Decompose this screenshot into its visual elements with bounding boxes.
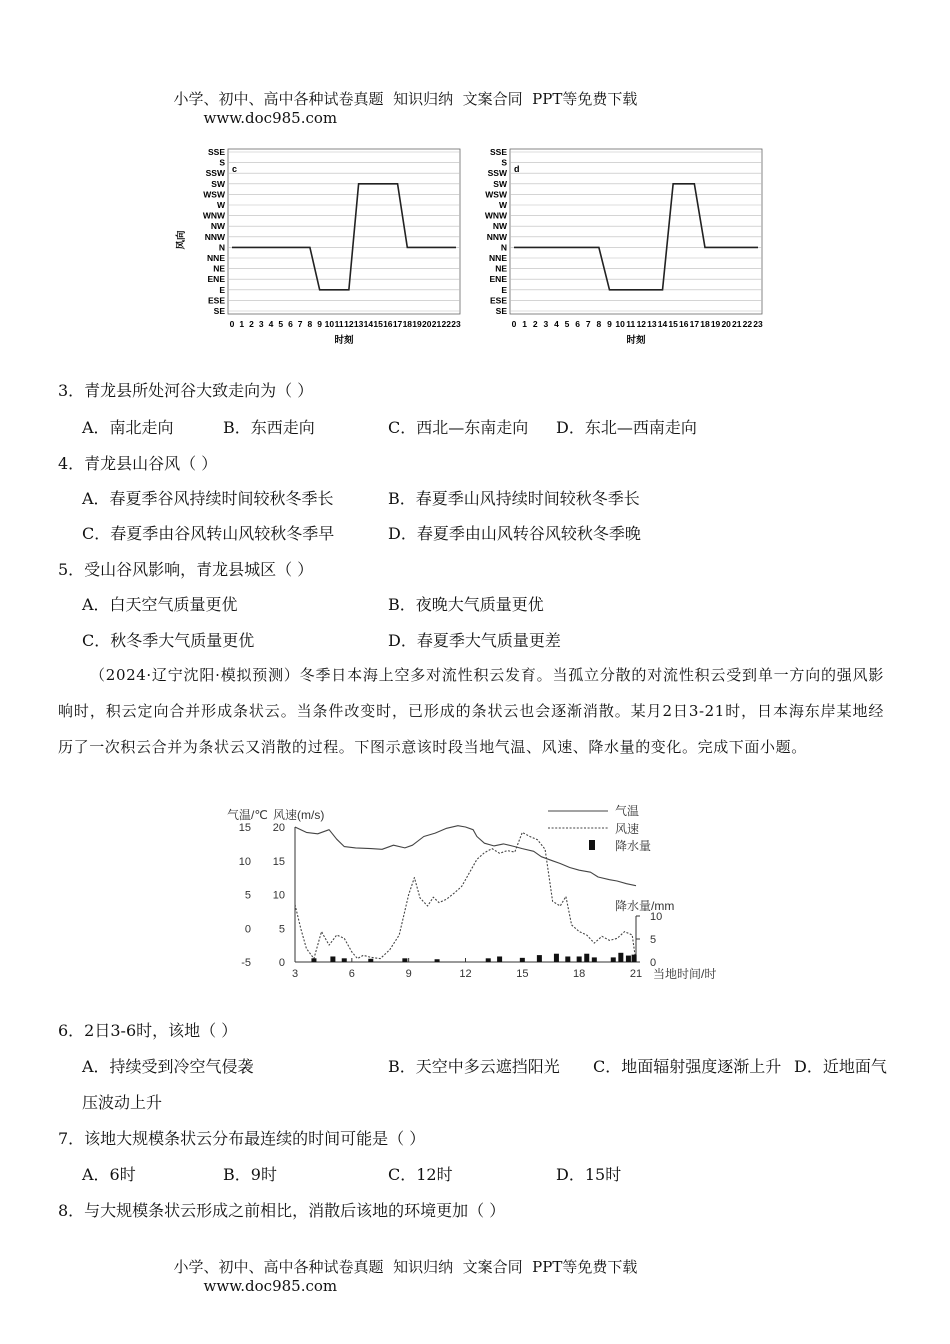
page-header bbox=[164, 70, 637, 127]
wind-chart-d-xtick: 16 bbox=[679, 319, 689, 329]
precip-bar bbox=[486, 958, 491, 962]
precip-bar bbox=[402, 958, 407, 962]
question-4-option-c: C．春夏季由谷风转山风较秋冬季早 bbox=[82, 524, 335, 543]
question-4-option-a: A．春夏季谷风持续时间较秋冬季长 bbox=[82, 489, 334, 508]
wind-chart-d-ytick: SSW bbox=[487, 168, 507, 179]
wind-chart-c-xtick: 0 bbox=[229, 319, 235, 329]
wind-chart-c-ytick: SSE bbox=[207, 147, 225, 157]
wind-chart-d-ytick: NE bbox=[495, 263, 507, 274]
question-3-option-a: A．南北走向 bbox=[82, 418, 174, 437]
page-footer bbox=[164, 1238, 637, 1295]
wind-chart-c-ytick: E bbox=[219, 284, 225, 295]
wind-chart-xlabel: 时刻 bbox=[626, 335, 646, 346]
wind-chart-d-xtick: 22 bbox=[742, 319, 753, 329]
header-site: www.doc985.com bbox=[203, 109, 338, 127]
wind-chart-d-xtick: 17 bbox=[689, 319, 700, 329]
wind-chart-d-ytick: SE bbox=[495, 306, 507, 316]
wind-chart-c-xtick: 9 bbox=[317, 319, 323, 329]
wind-chart-d-xtick: 18 bbox=[700, 319, 710, 329]
wind-chart-xlabel: 时刻 bbox=[334, 335, 354, 346]
wind-chart-c-ytick: NNW bbox=[204, 231, 225, 242]
wind-chart-c-xtick: 1 bbox=[239, 319, 245, 329]
wind-chart-d-xtick: 15 bbox=[668, 319, 678, 329]
legend-temperature-label: 气温 bbox=[615, 804, 640, 818]
wind-chart-c-xtick: 11 bbox=[334, 319, 344, 329]
climate-chart bbox=[215, 800, 740, 990]
chart-x-tick: 3 bbox=[291, 968, 299, 980]
wind-chart-c-ytick: SSW bbox=[205, 168, 225, 179]
wind-chart-c-xtick: 10 bbox=[324, 319, 335, 329]
wind-chart-d-ytick: WSW bbox=[485, 189, 507, 200]
wind-chart-c-xtick: 3 bbox=[258, 319, 264, 329]
precip-bar bbox=[520, 958, 525, 962]
wind-chart-d-ytick: ENE bbox=[489, 274, 507, 285]
wind-chart-c-ytick: W bbox=[216, 200, 225, 210]
wind-chart-c-xtick: 23 bbox=[451, 319, 461, 329]
chart-y1-tick: 15 bbox=[238, 822, 251, 834]
wind-chart-c-xtick: 12 bbox=[344, 319, 354, 329]
precip-bar bbox=[435, 959, 440, 962]
wind-chart-c-xtick: 5 bbox=[278, 319, 284, 329]
wind-chart-d-xtick: 3 bbox=[543, 319, 549, 329]
chart-x-tick: 12 bbox=[459, 968, 472, 980]
wind-chart-c-xtick: 14 bbox=[363, 319, 374, 329]
wind-chart-d-xtick: 19 bbox=[710, 319, 721, 329]
wind-chart-c-ytick: NNE bbox=[207, 253, 225, 263]
chart-y2label: 风速(m/s) bbox=[273, 808, 325, 822]
precip-bar bbox=[584, 954, 589, 962]
footer-site: www.doc985.com bbox=[203, 1277, 338, 1295]
question-6-option-a: A．持续受到冷空气侵袭 bbox=[82, 1057, 254, 1076]
question-4-stem: 4．青龙县山谷风（ ） bbox=[58, 454, 218, 473]
wind-chart-panel-label: d bbox=[514, 164, 520, 174]
question-4-option-d: D．春夏季由山风转谷风较秋冬季晚 bbox=[388, 524, 641, 543]
wind-chart-d-xtick: 8 bbox=[596, 319, 602, 329]
wind-direction-charts bbox=[170, 142, 770, 347]
wind-chart-c-ytick: ESE bbox=[207, 295, 225, 306]
precip-bar bbox=[368, 959, 373, 962]
wind-chart-d-xtick: 13 bbox=[647, 319, 657, 329]
wind-chart-c-xtick: 21 bbox=[431, 319, 442, 329]
temperature-line bbox=[295, 826, 636, 886]
header-text: 小学、初中、高中各种试卷真题 知识归纳 文案合同 PPT等免费下载 bbox=[173, 90, 638, 108]
chart-y1label: 气温/℃ bbox=[227, 808, 268, 822]
footer-text: 小学、初中、高中各种试卷真题 知识归纳 文案合同 PPT等免费下载 bbox=[173, 1258, 638, 1276]
question-5-stem: 5．受山谷风影响，青龙县城区（ ） bbox=[58, 560, 314, 579]
wind-chart-d-ytick: W bbox=[498, 200, 507, 210]
wind-chart-d-xtick: 6 bbox=[575, 319, 581, 329]
question-7-option-a: A．6时 bbox=[82, 1165, 136, 1184]
chart-y3label: 降水量/mm bbox=[615, 899, 675, 913]
precip-bar bbox=[554, 954, 559, 962]
question-8-stem: 8．与大规模条状云形成之前相比，消散后该地的环境更加（ ） bbox=[58, 1201, 506, 1220]
wind-chart-panel-label: c bbox=[232, 164, 238, 174]
wind-chart-d-ytick: WNW bbox=[484, 210, 507, 221]
wind-chart-c-xtick: 8 bbox=[307, 319, 313, 329]
question-4-option-b: B．春夏季山风持续时间较秋冬季长 bbox=[388, 489, 640, 508]
question-7-option-c: C．12时 bbox=[388, 1165, 453, 1184]
question-7-option-b: B．9时 bbox=[223, 1165, 277, 1184]
wind-chart-c-ytick: SW bbox=[211, 178, 225, 189]
wind-chart-d-xtick: 21 bbox=[732, 319, 742, 329]
wind-chart-d-xtick: 9 bbox=[607, 319, 612, 329]
wind-chart-d-xtick: 7 bbox=[585, 319, 591, 329]
wind-chart-c-xtick: 16 bbox=[383, 319, 393, 329]
legend-precip-swatch bbox=[589, 840, 595, 850]
wind-chart-d-xtick: 12 bbox=[636, 319, 647, 329]
wind-chart-d-ytick: E bbox=[501, 284, 507, 295]
wind-chart-c-xtick: 15 bbox=[373, 319, 383, 329]
question-6-option-d-line1: D．近地面气 bbox=[794, 1057, 887, 1076]
precip-bar bbox=[577, 956, 582, 962]
wind-chart-c-xtick: 17 bbox=[392, 319, 403, 329]
legend-precip-label: 降水量 bbox=[615, 839, 652, 853]
precip-bar bbox=[342, 958, 347, 962]
chart-x-tick: 15 bbox=[516, 968, 529, 980]
wind-chart-d-ytick: S bbox=[501, 157, 507, 168]
wind-chart-c-xtick: 7 bbox=[297, 319, 303, 329]
question-6-option-d bbox=[794, 1054, 887, 1077]
wind-chart-c-xtick: 2 bbox=[249, 319, 254, 329]
wind-chart-c-xtick: 22 bbox=[441, 319, 451, 329]
wind-chart-c-xtick: 6 bbox=[288, 319, 293, 329]
passage: （2024·辽宁沈阳·模拟预测）冬季日本海上空多对流性积云发育。当孤立分散的对流性积云受到单一方向的强风影响时，积云定向合并形成条状云。当条件改变时，已形成的条状云也会逐渐消散。某月2日3-21时，日本海东岸某地经历了一次积云合并为条状云又消散的过程。下图示意该时段当地气温、风速、降水量的变化。完成下面小题。 bbox=[58, 666, 884, 756]
wind-chart-c-ytick: ENE bbox=[207, 274, 225, 285]
question-5-option-a: A．白天空气质量更优 bbox=[82, 595, 238, 614]
precip-bar bbox=[537, 955, 542, 962]
wind-chart-c-ytick: NE bbox=[213, 263, 225, 274]
precip-bar bbox=[611, 957, 616, 962]
wind-chart-d-ytick: NW bbox=[492, 221, 507, 232]
question-7-option-d: D．15时 bbox=[556, 1165, 622, 1184]
chart-y2-tick: 10 bbox=[272, 889, 285, 902]
wind-chart-d-xtick: 1 bbox=[522, 319, 527, 329]
wind-chart-d-xtick: 14 bbox=[657, 319, 668, 329]
wind-chart-d-ytick: ESE bbox=[489, 295, 507, 306]
question-6-option-c: C．地面辐射强度逐渐上升 bbox=[593, 1057, 782, 1076]
precip-bar bbox=[497, 956, 502, 962]
wind-chart-d-xtick: 4 bbox=[554, 319, 559, 329]
wind-chart-c-xtick: 4 bbox=[268, 319, 274, 329]
wind-chart-d-xtick: 23 bbox=[753, 319, 763, 329]
chart-y1-tick: 5 bbox=[244, 889, 251, 902]
precip-bar bbox=[626, 956, 631, 962]
chart-x-tick: 21 bbox=[629, 968, 643, 980]
chart-y3-tick: 10 bbox=[650, 911, 663, 923]
question-3-stem: 3．青龙县所处河谷大致走向为（ ） bbox=[58, 381, 314, 400]
wind-chart-c-ytick: WSW bbox=[203, 189, 225, 200]
question-3-option-c: C．西北—东南走向 bbox=[388, 418, 529, 437]
chart-y3-tick: 0 bbox=[650, 957, 657, 969]
chart-y3-tick: 5 bbox=[650, 934, 657, 946]
wind-chart-d-xtick: 20 bbox=[721, 319, 731, 329]
wind-chart-d-xtick: 0 bbox=[511, 319, 517, 329]
question-3-option-d: D．东北—西南走向 bbox=[556, 418, 697, 437]
wind-chart-d-ytick: NNW bbox=[486, 231, 507, 242]
chart-x-tick: 6 bbox=[348, 968, 355, 980]
chart-xlabel: 当地时间/时 bbox=[653, 967, 717, 981]
wind-chart-d-ytick: N bbox=[500, 242, 507, 253]
precip-bar bbox=[565, 956, 570, 962]
wind-chart-c-ytick: SE bbox=[213, 306, 225, 316]
chart-x-tick: 9 bbox=[405, 968, 412, 980]
wind-chart-d-xtick: 11 bbox=[626, 319, 636, 329]
chart-y1-tick: -5 bbox=[241, 957, 251, 969]
chart-y1-tick: 0 bbox=[244, 923, 251, 936]
chart-y2-tick: 15 bbox=[272, 855, 285, 868]
wind-chart-c-xtick: 20 bbox=[422, 319, 432, 329]
question-7-stem: 7．该地大规模条状云分布最连续的时间可能是（ ） bbox=[58, 1129, 426, 1148]
precip-bar bbox=[330, 956, 335, 962]
precip-bar bbox=[311, 958, 316, 962]
wind-chart-d-xtick: 2 bbox=[532, 319, 538, 329]
question-5-option-d: D．春夏季大气质量更差 bbox=[388, 631, 561, 650]
question-3-option-b: B．东西走向 bbox=[223, 418, 315, 437]
wind-chart-c-xtick: 18 bbox=[402, 319, 413, 329]
wind-chart-d-ytick: SSE bbox=[489, 147, 507, 157]
chart-x-tick: 18 bbox=[573, 968, 586, 980]
question-6-option-d-line2: 压波动上升 bbox=[82, 1093, 163, 1112]
chart-y2-tick: 0 bbox=[278, 957, 285, 969]
precip-bar bbox=[632, 955, 637, 962]
wind-chart-c-ytick: N bbox=[218, 242, 225, 253]
wind-chart-c-ytick: WNW bbox=[202, 210, 225, 221]
wind-chart-c-xtick: 19 bbox=[412, 319, 422, 329]
wind-chart-c-ytick: NW bbox=[210, 221, 225, 232]
wind-chart-c-xtick: 13 bbox=[353, 319, 364, 329]
wind-speed-line bbox=[295, 832, 636, 962]
wind-chart-d-xtick: 10 bbox=[615, 319, 625, 329]
wind-chart-c-ytick: S bbox=[219, 157, 225, 168]
question-5-option-c: C．秋冬季大气质量更优 bbox=[82, 631, 255, 650]
question-6-option-b: B．天空中多云遮挡阳光 bbox=[388, 1057, 560, 1076]
legend-wind-label: 风速 bbox=[615, 822, 640, 836]
chart-y2-tick: 20 bbox=[272, 822, 285, 834]
precip-bar bbox=[618, 953, 623, 962]
wind-chart-d-ytick: NNE bbox=[489, 253, 507, 263]
wind-chart-d-ytick: SW bbox=[493, 178, 507, 189]
question-6-stem: 6．2日3-6时，该地（ ） bbox=[58, 1021, 238, 1040]
wind-chart-d-xtick: 5 bbox=[564, 319, 570, 329]
wind-chart-ylabel: 风向 bbox=[176, 230, 187, 250]
chart-y1-tick: 10 bbox=[238, 855, 251, 868]
precip-bar bbox=[592, 957, 597, 962]
chart-y2-tick: 5 bbox=[278, 923, 285, 936]
question-5-option-b: B．夜晚大气质量更优 bbox=[388, 595, 544, 614]
